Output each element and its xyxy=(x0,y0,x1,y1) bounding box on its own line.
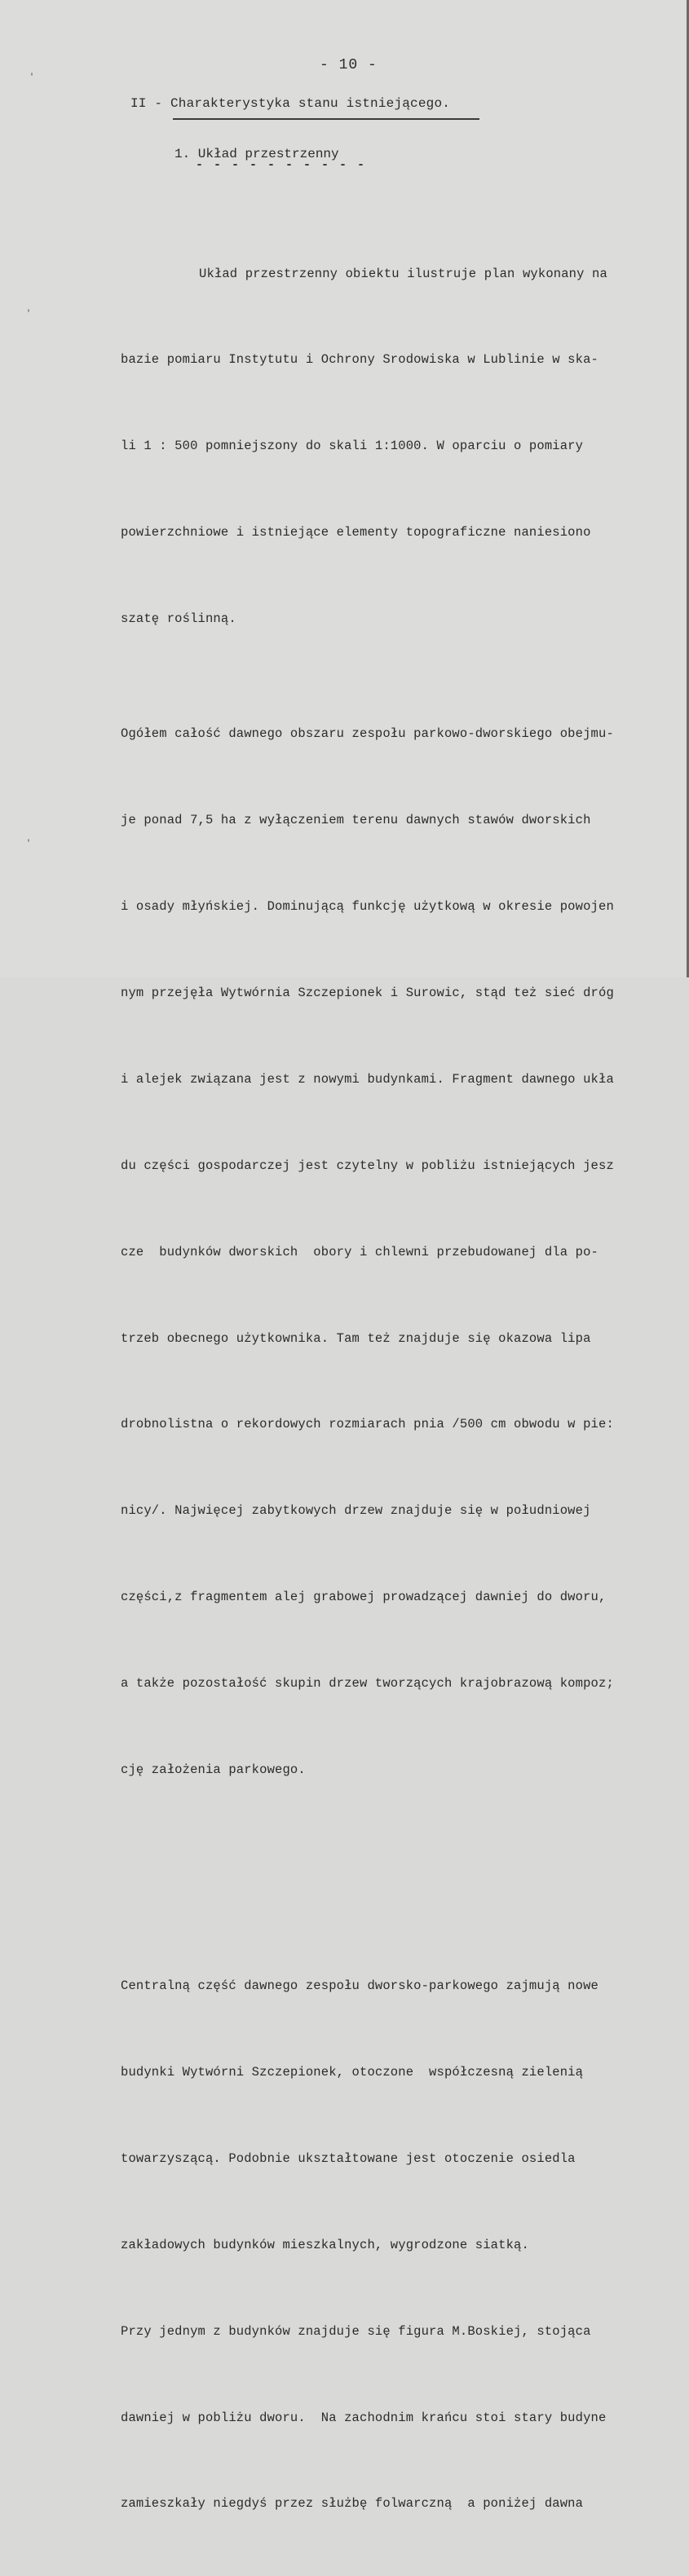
scan-speck: ' xyxy=(29,73,35,82)
paragraph-2-line: i alejek związana jest z nowymi budynkami. Fragment dawnego ukła xyxy=(121,1071,614,1087)
scan-speck: ' xyxy=(26,840,32,849)
body-text xyxy=(121,202,683,2576)
paragraph-2-line: nicy/. Najwięcej zabytkowych drzew znajduje się w południowej xyxy=(121,1503,591,1519)
paragraph-1-line: li 1 : 500 pomniejszony do skali 1:1000. W oparciu o pomiary xyxy=(121,439,584,454)
paragraph-1-line: szatę roślinną. xyxy=(121,611,236,627)
paragraph-2-line: a także pozostałość skupin drzew tworzących krajobrazową kompoz; xyxy=(121,1676,614,1692)
paragraph-2-line: trzeb obecnego użytkownika. Tam też znajduje się okazowa lipa xyxy=(121,1330,591,1346)
paragraph-2-line: nym przejęła Wytwórnia Szczepionek i Surowic, stąd też sieć dróg xyxy=(121,986,614,1001)
scan-speck: ' xyxy=(26,310,32,319)
paragraph-2-line: Ogółem całość dawnego obszaru zespołu parkowo-dworskiego obejmu- xyxy=(121,726,614,742)
subsection-title: 1. Układ przestrzenny xyxy=(174,147,339,161)
paragraph-1-line: powierzchniowe i istniejące elementy topograficzne naniesiono xyxy=(121,525,591,540)
page-number: - 10 - xyxy=(320,57,378,73)
paragraph-3-line: Centralną część dawnego zespołu dworsko-parkowego zajmują nowe xyxy=(121,1978,598,1994)
paragraph-3-line: towarzyszącą. Podobnie ukształtowane jest otoczenie osiedla xyxy=(121,2150,576,2166)
section-title: II - Charakterystyka stanu istniejącego. xyxy=(130,96,451,111)
paragraph-2-line: i osady młyńskiej. Dominującą funkcję użytkową w okresie powojen xyxy=(121,899,614,915)
subsection-underline: - - - - - - - - - - xyxy=(196,158,367,172)
paragraph-2-line: je ponad 7,5 ha z wyłączeniem terenu dawnych stawów dworskich xyxy=(121,813,591,828)
paragraph-2-line: du części gospodarczej jest czytelny w pobliżu istniejących jesz xyxy=(121,1158,614,1173)
paragraph-gap xyxy=(121,1871,683,1886)
paragraph-2-line: części,z fragmentem alej grabowej prowadzącej dawniej do dworu, xyxy=(121,1590,607,1605)
paragraph-1-line: bazie pomiaru Instytutu i Ochrony Srodowiska w Lublinie w ska- xyxy=(121,352,598,368)
paragraph-3-line: zakładowych budynków mieszkalnych, wygrodzone siatką. xyxy=(121,2237,529,2252)
paragraph-3-line: dawniej w pobliżu dworu. Na zachodnim krańcu stoi stary budyne xyxy=(121,2410,607,2425)
section-title-underline xyxy=(173,118,479,120)
paragraph-2-line: cję założenia parkowego. xyxy=(121,1762,306,1778)
paragraph-1-line: Układ przestrzenny obiektu ilustruje plan wykonany na xyxy=(199,266,607,281)
paragraph-2-line: cze budynków dworskich obory i chlewni przebudowanej dla po- xyxy=(121,1244,598,1259)
paragraph-3-line: budynki Wytwórni Szczepionek, otoczone współczesną zielenią xyxy=(121,2065,584,2080)
paragraph-3-line: zamieszkały niegdyś przez służbę folwarczną a poniżej dawna xyxy=(121,2496,584,2512)
paragraph-2-line: drobnolistna o rekordowych rozmiarach pnia /500 cm obwodu w pie: xyxy=(121,1417,614,1432)
paragraph-3-line: Przy jednym z budynków znajduje się figura M.Boskiej, stojąca xyxy=(121,2323,591,2339)
